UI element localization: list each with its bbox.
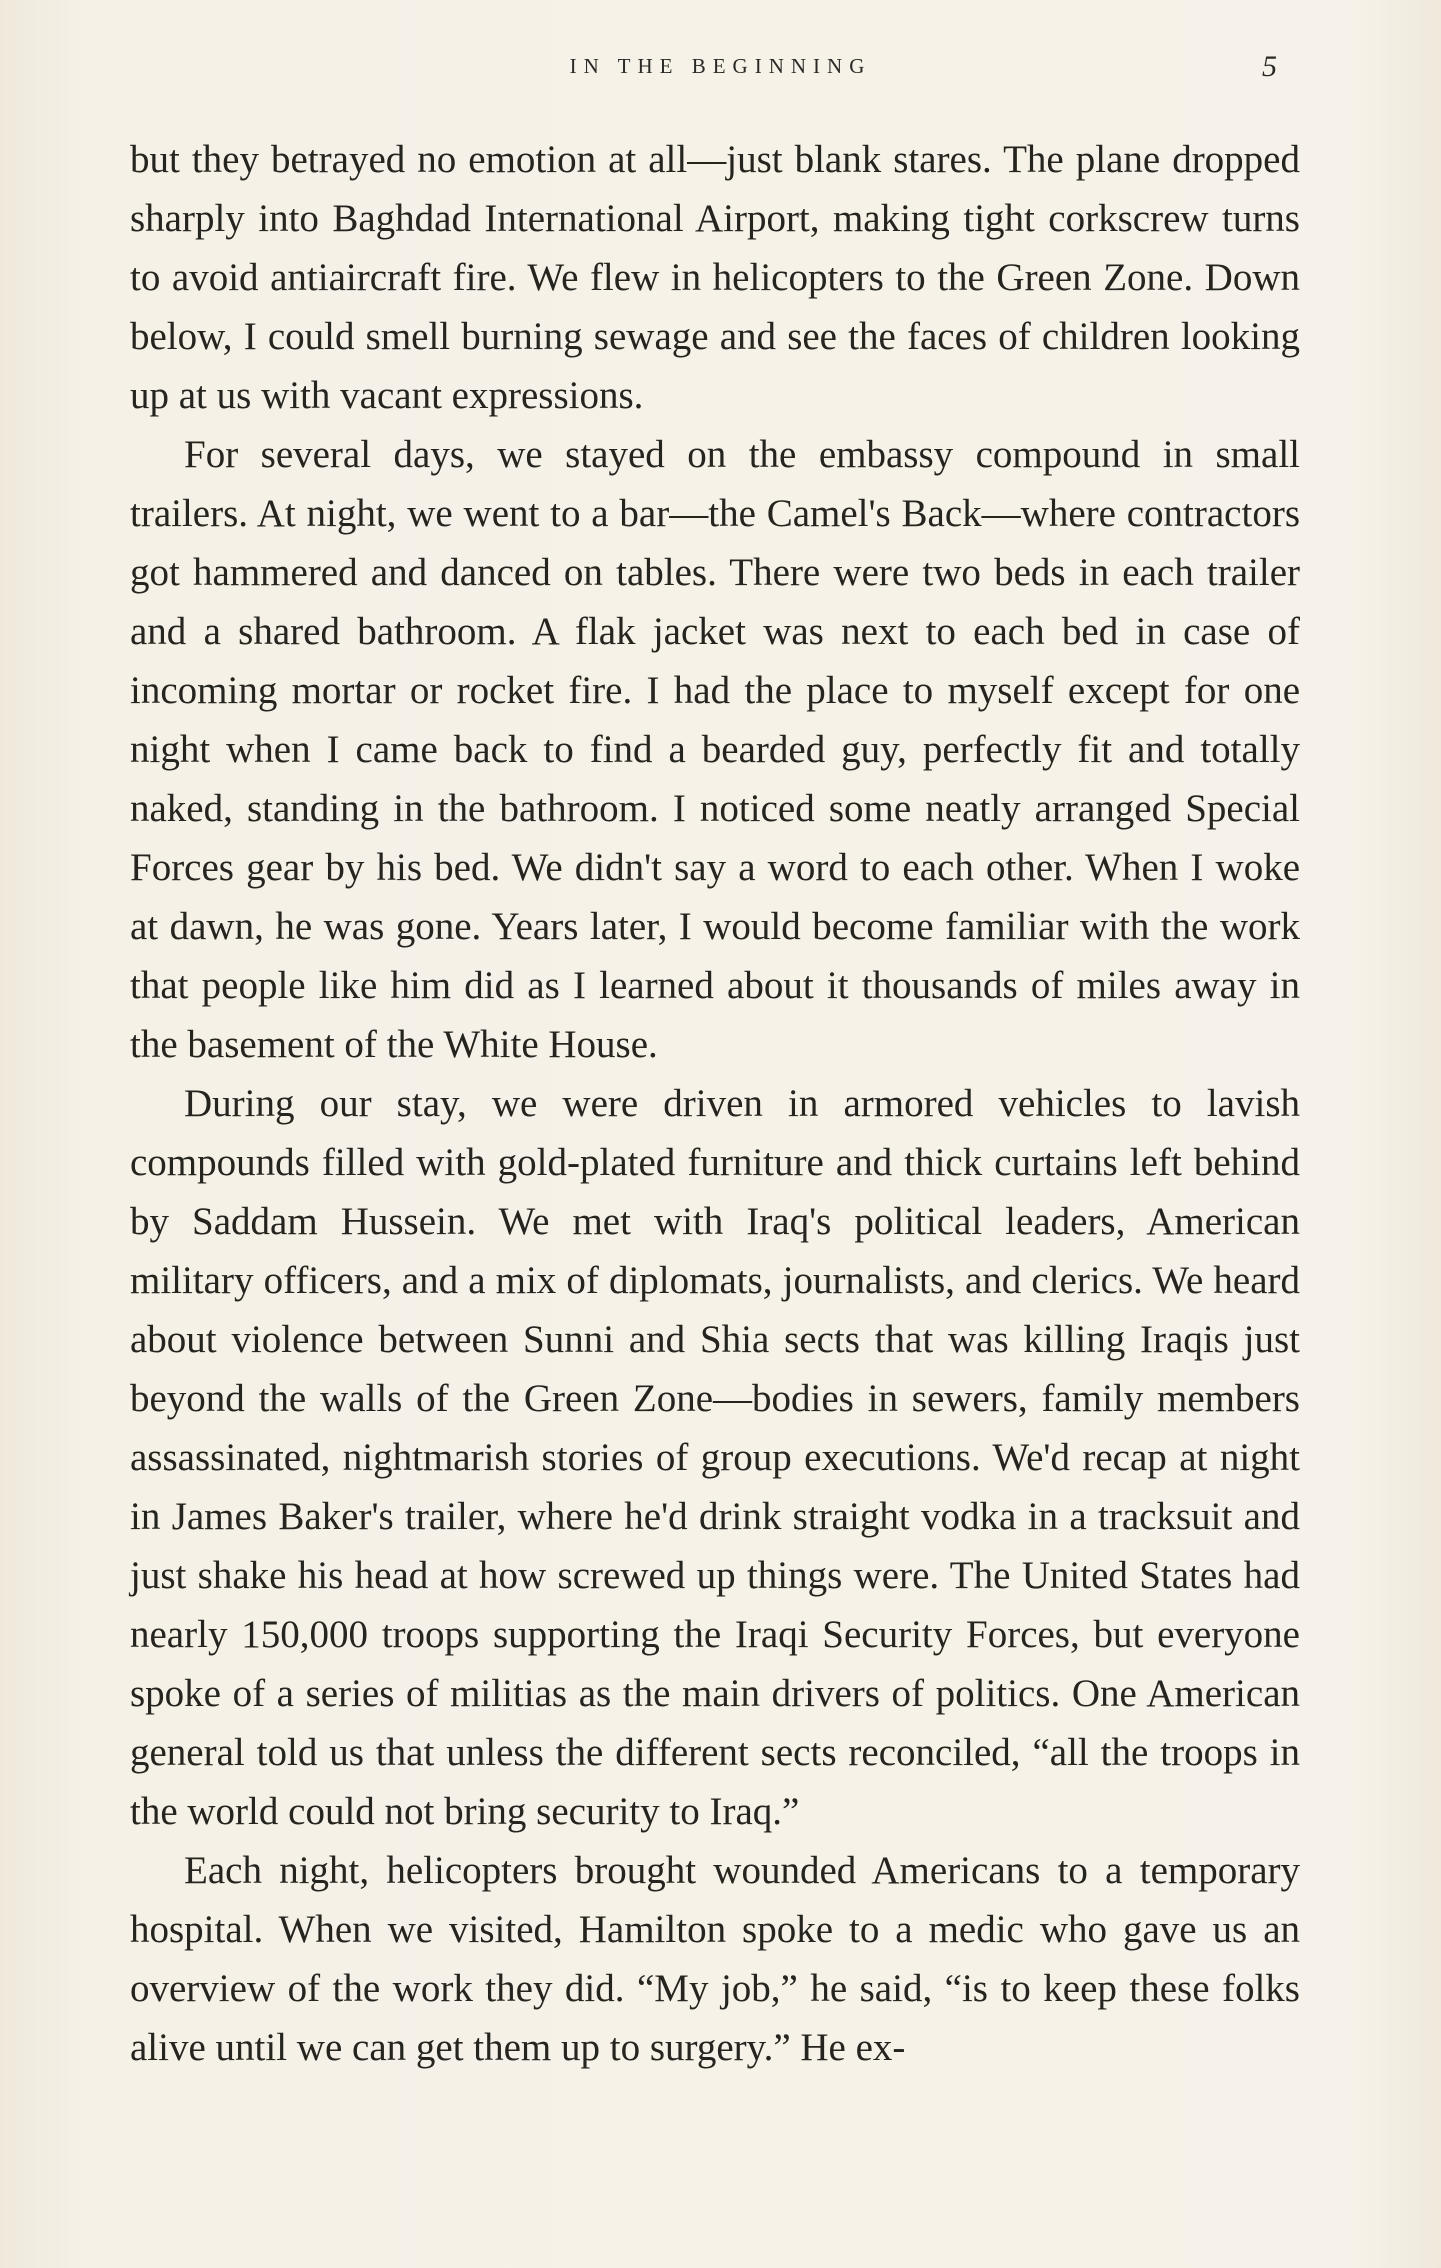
paragraph: Each night, helicopters brought wounded Americans to a temporary hospital. When we visited, Hamilton spoke to a medic who gave us an overview of the work they did. “My job,” he said, “is to keep these folks alive until we can get them up to surgery.” He ex- xyxy=(130,1849,1300,2069)
body-text xyxy=(130,130,1300,2077)
paragraph: but they betrayed no emotion at all—just blank stares. The plane dropped sharply into Baghdad International Airport, making tight corkscrew turns to avoid antiaircraft fire. We flew in helicopters to the Green Zone. Down below, I could smell burning sewage and see the faces of children looking up at us with vacant expressions. xyxy=(130,138,1300,417)
page-number: 5 xyxy=(1262,50,1277,83)
running-head: IN THE BEGINNING xyxy=(569,54,872,78)
paragraph: For several days, we stayed on the embassy compound in small trailers. At night, we went to a bar—the Camel's Back—where contractors got hammered and danced on tables. There were two beds in each trailer and a shared bathroom. A flak jacket was next to each bed in case of incoming mortar or rocket fire. I had the place to myself except for one night when I came back to find a bearded guy, perfectly fit and totally naked, standing in the bathroom. I noticed some neatly arranged Special Forces gear by his bed. We didn't say a word to each other. When I woke at dawn, he was gone. Years later, I would become familiar with the work that people like him did as I learned about it thousands of miles away in the basement of the White House. xyxy=(130,433,1300,1066)
paragraph: During our stay, we were driven in armored vehicles to lavish compounds filled with gold-plated furniture and thick curtains left behind by Saddam Hussein. We met with Iraq's political leaders, American military officers, and a mix of diplomats, journalists, and clerics. We heard about violence between Sunni and Shia sects that was killing Iraqis just beyond the walls of the Green Zone—bodies in sewers, family members assassinated, nightmarish stories of group executions. We'd recap at night in James Baker's trailer, where he'd drink straight vodka in a tracksuit and just shake his head at how screwed up things were. The United States had nearly 150,000 troops supporting the Iraqi Security Forces, but everyone spoke of a series of militias as the main drivers of politics. One American general told us that unless the different sects reconciled, “all the troops in the world could not bring security to Iraq.” xyxy=(130,1082,1300,1833)
